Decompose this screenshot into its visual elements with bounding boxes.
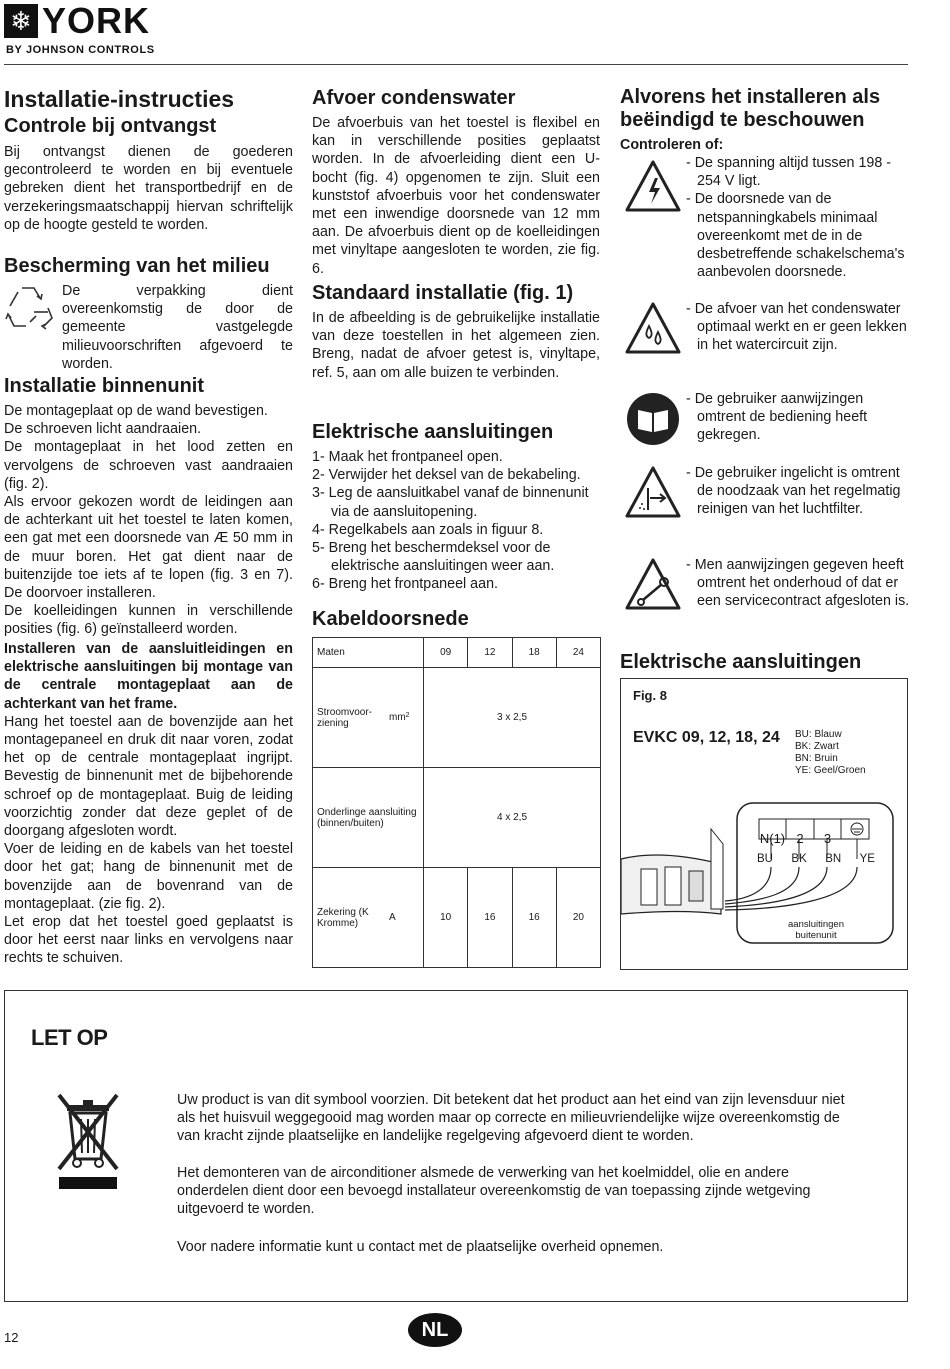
table-cell: 16 bbox=[468, 868, 512, 968]
electrical-warning-icon bbox=[624, 158, 682, 216]
check-item: - De spanning altijd tussen 198 - 254 V ligt. bbox=[686, 155, 892, 190]
table-cell: Maten bbox=[313, 638, 386, 668]
caption-line: aansluitingen bbox=[788, 919, 844, 930]
table-cell: 16 bbox=[512, 868, 556, 968]
section-title-elektrisch-2: Elektrische aansluitingen bbox=[620, 651, 862, 673]
legend-entry: YE: Geel/Groen bbox=[795, 765, 866, 776]
col2-afvoer-block bbox=[312, 86, 600, 278]
table-cell: A bbox=[385, 868, 424, 968]
wire-label: YE bbox=[859, 853, 875, 865]
section-title-milieu: Bescherming van het milieu bbox=[4, 255, 270, 277]
check-item: - De afvoer van het condenswater optimaal werkt en er geen lekken in het watercircuit zijn. bbox=[686, 301, 907, 354]
check-items bbox=[686, 154, 912, 281]
col2-kabel-block bbox=[312, 607, 600, 631]
section-title-standaard: Standaard installatie (fig. 1) bbox=[312, 282, 574, 304]
legend-entry: BK: Zwart bbox=[795, 741, 839, 752]
wire-label: BK bbox=[791, 853, 807, 865]
table-cell bbox=[385, 638, 424, 668]
section-text-afvoer: De afvoerbuis van het toestel is flexibel en kan in verschillende posities geplaatst worden. In de afvoerleiding dient een U-bocht (fig. 4) opgenomen te zijn. Sluit een kunststof afvoerbuis voor het condenswater met een inwendige doorsnede van 12 mm aan. De afvoerbuis dient op de koelleidingen met vinyltape aangesloten te worden, zie fig. 6. bbox=[312, 115, 600, 277]
table-cell: Zekering (K Kromme) bbox=[313, 868, 386, 968]
check-group-afvoer bbox=[620, 300, 908, 380]
section-text-milieu: De verpakking dient overeenkomstig de door de gemeente vastgelegde milieuvoorschriften afgevoerd te worden. bbox=[62, 283, 293, 372]
binnenunit-line: De montageplaat op de wand bevestigen. bbox=[4, 403, 268, 419]
section-text-standaard: In de afbeelding is de gebruikelijke installatie van deze toestellen in het algemeen zien. Breng, nadat de afvoer getest is, vinyltape, ref. 5, aan om alle buizen te verbinden. bbox=[312, 310, 600, 381]
col3-title-block bbox=[620, 86, 908, 154]
figure-8 bbox=[620, 678, 908, 970]
kabel-table bbox=[312, 637, 601, 968]
brand-sub: BY JOHNSON CONTROLS bbox=[6, 44, 155, 56]
table-row bbox=[313, 868, 601, 968]
terminal-label: N(1) bbox=[759, 831, 786, 846]
snowflake-icon: ❄ bbox=[4, 4, 38, 38]
crossed-bin-icon bbox=[53, 1091, 123, 1191]
filter-cleaning-warning-icon bbox=[624, 464, 682, 522]
main-title: Installatie-instructies bbox=[4, 86, 235, 112]
recycle-icon bbox=[4, 282, 56, 332]
check-item: - De gebruiker aanwijzingen omtrent de bediening heeft gekregen. bbox=[686, 391, 868, 444]
step-item: 6- Breng het frontpaneel aan. bbox=[312, 576, 498, 593]
section-title-aansluitleidingen: Installeren van de aansluitleidingen en elektrische aansluitingen bij montage van de centrale montageplaat aan de achterkant van het frame. bbox=[4, 641, 293, 712]
letop-paragraph: Uw product is van dit symbool voorzien. Dit betekent dat het product aan het eind van zijn levensduur niet als het huisvuil weggegooid mag worden maar op correcte en milieuvriendelijke wijze overeenkomstig de van kracht zijnde plaatselijke en landelijke regelgeving afgevoerd dient te worden. bbox=[177, 1092, 845, 1145]
step-item: 5- Breng het beschermdeksel voor de elektrische aansluitingen weer aan. bbox=[312, 540, 555, 575]
col2-standaard-block bbox=[312, 281, 600, 382]
wire-label: BU bbox=[757, 853, 773, 865]
section-text-controle: Bij ontvangst dienen de goederen gecontroleerd te worden en bij eventuele gebreken dient het transportbedrijf en de verzekeringsmaatschappij hiervan schriftelijk op de hoogte gesteld te worden. bbox=[4, 144, 293, 233]
check-items bbox=[686, 464, 912, 519]
table-cell: 24 bbox=[556, 638, 600, 668]
check-group-bediening bbox=[620, 390, 908, 450]
table-cell: Stroomvoor-ziening bbox=[313, 668, 386, 768]
binnenunit-line: Als ervoor gekozen wordt de leidingen aan de achterkant uit het toestel te laten komen, een gat met een doorsnede van Æ 50 mm in de muur boren. Het gat dient naar de buitenzijde toe iets af te lopen (fig. 3 en 7). De doorvoer installeren. bbox=[4, 494, 293, 602]
language-badge: NL bbox=[408, 1313, 462, 1347]
legend-entry: BN: Bruin bbox=[795, 753, 838, 764]
aansluit-line: Voer de leiding en de kabels van het toestel door het gat; hang de binnenunit met de bovenzijde aan de bovenrand van de montageplaat. (zie fig. 2). bbox=[4, 841, 293, 912]
aansluit-line: Hang het toestel aan de bovenzijde aan het montagepaneel en druk dit naar voren, zodat het op de centrale montageplaat ingrijpt. Bevestig de binnenunit met de bijbehorende schroef op de montageplaat. Buig de leiding voorzichtig zonder dat deze geplet of de doorgang afgesloten wordt. bbox=[4, 713, 293, 840]
figure-caption bbox=[771, 919, 861, 941]
letop-paragraph: Voor nadere informatie kunt u contact met de plaatselijke overheid opnemen. bbox=[177, 1239, 664, 1255]
col1-binnenunit-block bbox=[4, 374, 293, 639]
step-item: 1- Maak het frontpaneel open. bbox=[312, 449, 503, 465]
table-cell: 20 bbox=[556, 868, 600, 968]
legend-entry: BU: Blauw bbox=[795, 729, 842, 740]
wire-label: BN bbox=[825, 853, 842, 865]
water-drop-warning-icon bbox=[624, 300, 682, 358]
col3-elektrisch-block bbox=[620, 650, 908, 674]
page-number: 12 bbox=[4, 1330, 19, 1345]
section-title-elektrisch: Elektrische aansluitingen bbox=[312, 421, 554, 443]
header-divider bbox=[4, 64, 908, 65]
manual-book-icon bbox=[624, 390, 682, 448]
check-group-onderhoud bbox=[620, 556, 908, 636]
step-item: 2- Verwijder het deksel van de bekabeling. bbox=[312, 467, 581, 484]
elektrisch-steps bbox=[312, 448, 600, 594]
york-logo bbox=[4, 0, 164, 56]
check-items bbox=[686, 390, 912, 445]
figure-label: Fig. 8 bbox=[633, 688, 667, 703]
table-cell: 10 bbox=[424, 868, 468, 968]
caption-line: buitenunit bbox=[795, 930, 837, 941]
binnenunit-line: De schroeven licht aandraaien. bbox=[4, 421, 202, 438]
step-item: 4- Regelkabels aan zoals in figuur 8. bbox=[312, 521, 544, 538]
unit-text: mm bbox=[389, 712, 406, 723]
letop-paragraph: Het demonteren van de airconditioner alsmede de verwerking van het koelmiddel, olie en andere onderdelen dient door een bevoegd installateur overeenkomstig de van toepassing zijnde wetgeving uitgevoerd te worden. bbox=[177, 1165, 811, 1218]
wire-labels bbox=[757, 853, 875, 865]
check-group-filter bbox=[620, 464, 908, 544]
section-title-afvoer: Afvoer condenswater bbox=[312, 87, 516, 109]
col1-main-title-block bbox=[4, 86, 293, 234]
check-items bbox=[686, 300, 912, 355]
wire-legend bbox=[795, 729, 866, 777]
col2-elektrisch-block bbox=[312, 420, 600, 594]
section-title-kabeldoorsnede: Kabeldoorsnede bbox=[312, 608, 469, 630]
terminal-label: 2 bbox=[796, 831, 804, 846]
table-cell: Onderlinge aansluiting (binnen/buiten) bbox=[313, 768, 424, 868]
check-items bbox=[686, 556, 912, 611]
section-title-binnenunit: Installatie binnenunit bbox=[4, 375, 205, 397]
check-group-voltage bbox=[620, 154, 908, 284]
check-item: - Men aanwijzingen gegeven heeft omtrent het onderhoud of dat er een servicecontract afgesloten is. bbox=[686, 557, 910, 610]
table-cell: 12 bbox=[468, 638, 512, 668]
table-cell: 4 x 2,5 bbox=[424, 768, 601, 868]
maintenance-wrench-warning-icon bbox=[624, 556, 682, 614]
check-item: - De doorsnede van de netspanningkabels minimaal overeenkomt met de in de desbetreffende schakelschema's aanbevolen doorsnede. bbox=[686, 191, 905, 281]
table-cell: 09 bbox=[424, 638, 468, 668]
wiring-diagram bbox=[621, 789, 907, 969]
table-header-row bbox=[313, 638, 601, 668]
step-item: 3- Leg de aansluitkabel vanaf de binnenunit via de aansluitopening. bbox=[312, 485, 589, 520]
letop-box bbox=[4, 990, 908, 1302]
terminal-label: 3 bbox=[823, 831, 832, 846]
letop-title: LET OP bbox=[31, 1025, 108, 1050]
table-cell bbox=[385, 668, 424, 768]
unit-sup: 2 bbox=[405, 712, 410, 719]
binnenunit-line: De montageplaat in het lood zetten en vervolgens de schroeven vast aandraaien (fig. 2). bbox=[4, 439, 293, 492]
col1-milieu-block bbox=[4, 254, 293, 372]
aansluit-line: Let erop dat het toestel goed geplaatst is door het eerst naar links en vervolgens naar rechts te schuiven. bbox=[4, 914, 293, 967]
check-label: Controleren of: bbox=[620, 137, 724, 153]
section-title-alvorens: Alvorens het installeren als beëindigd te beschouwen bbox=[620, 86, 881, 131]
binnenunit-line: De koelleidingen kunnen in verschillende posities (fig. 6) geïnstalleerd worden. bbox=[4, 603, 293, 638]
table-cell: 3 x 2,5 bbox=[424, 668, 601, 768]
check-item: - De gebruiker ingelicht is omtrent de noodzaak van het regelmatig reinigen van het luchtfilter. bbox=[686, 465, 901, 518]
section-title-controle: Controle bij ontvangst bbox=[4, 115, 217, 137]
table-row bbox=[313, 668, 601, 768]
brand-name: YORK bbox=[42, 0, 151, 41]
table-row bbox=[313, 768, 601, 868]
table-cell: 18 bbox=[512, 638, 556, 668]
col1-aansluit-block bbox=[4, 640, 293, 968]
figure-model: EVKC 09, 12, 18, 24 bbox=[633, 729, 780, 746]
terminal-block bbox=[759, 829, 869, 849]
